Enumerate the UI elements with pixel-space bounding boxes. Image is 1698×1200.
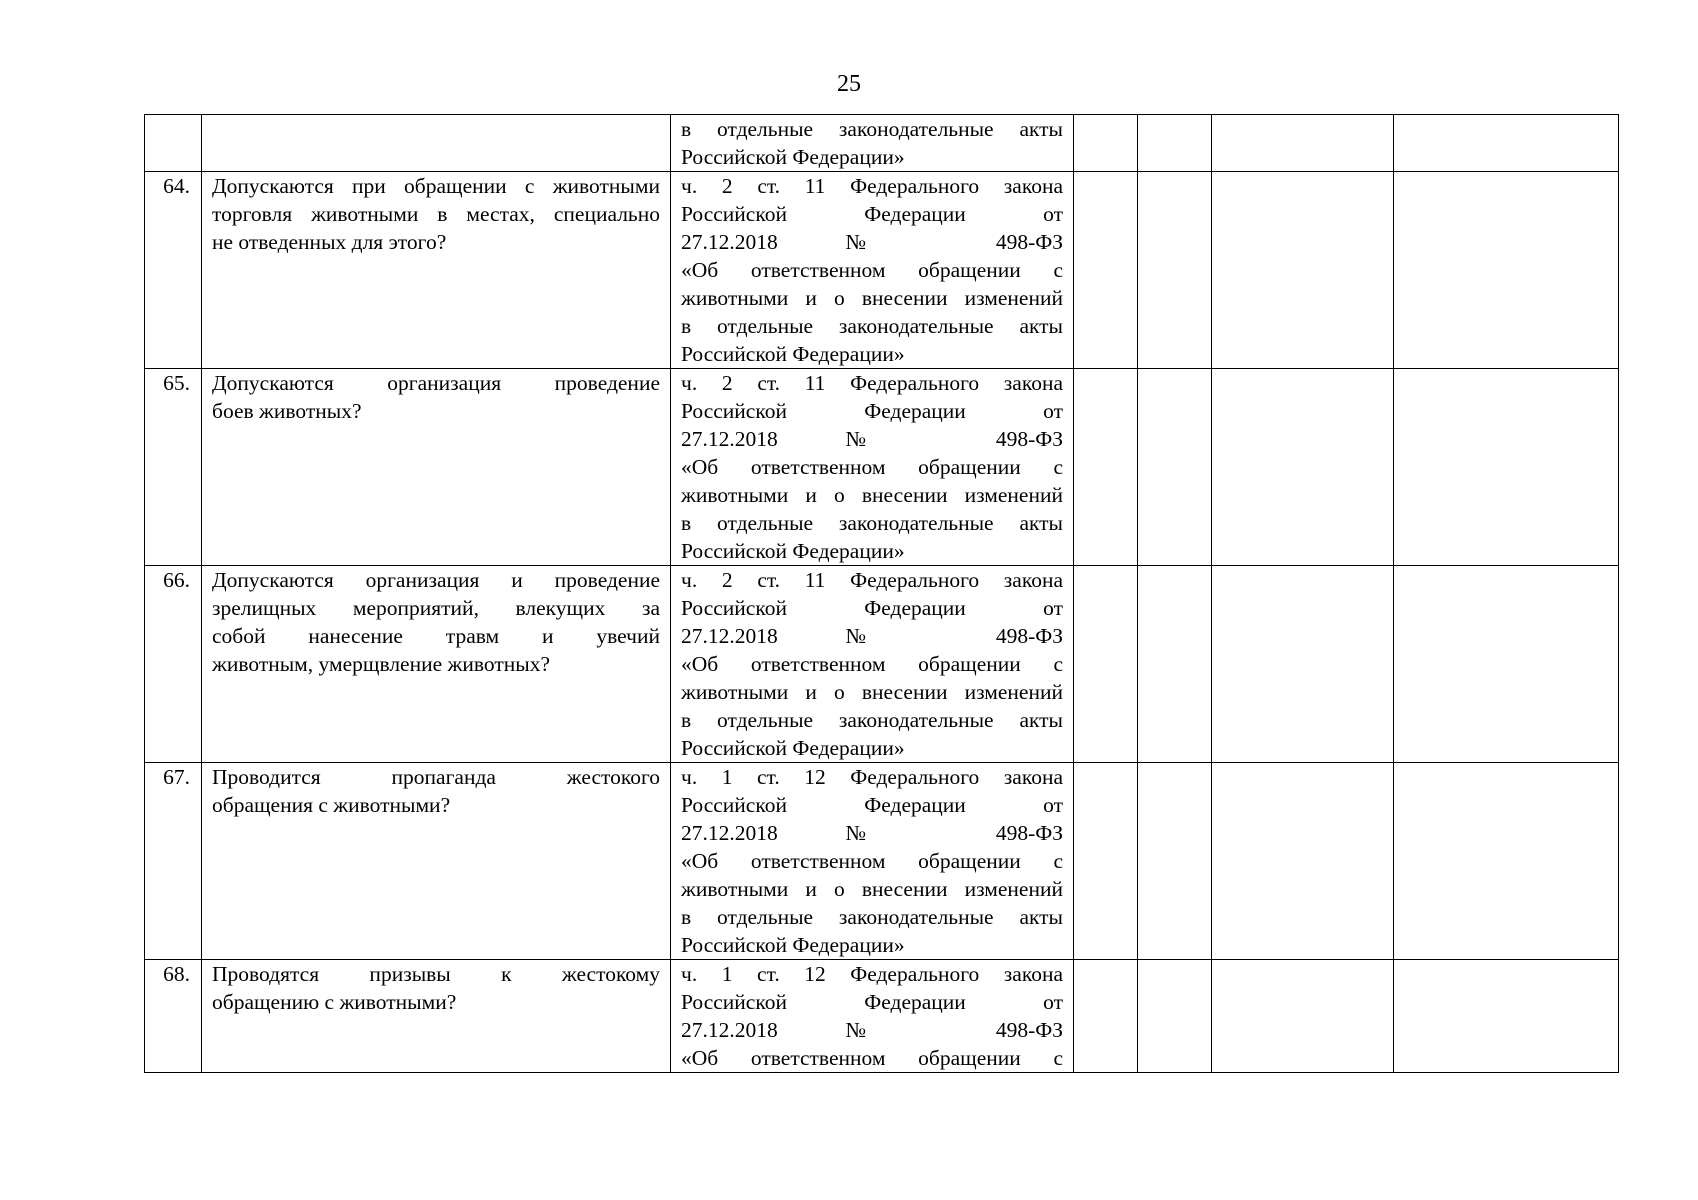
question-cell (202, 763, 671, 960)
table-row (145, 172, 1619, 369)
basis-line: «Об ответственном обращении с (681, 455, 1063, 479)
answer-not-applicable-cell[interactable] (1212, 115, 1394, 172)
basis-line: в отдельные законодательные акты (681, 314, 1063, 338)
note-cell[interactable] (1394, 960, 1619, 1073)
answer-not-applicable-cell[interactable] (1212, 172, 1394, 369)
basis-line: 27.12.2018 № 498-ФЗ (681, 427, 1063, 451)
question-line: Проводится пропаганда жестокого (212, 765, 660, 789)
legal-basis-cell (671, 172, 1074, 369)
basis-line: 27.12.2018 № 498-ФЗ (681, 624, 1063, 648)
question-line: Допускаются организация проведение (212, 371, 660, 395)
basis-line: ч. 2 ст. 11 Федерального закона (681, 568, 1063, 592)
legal-basis-cell (671, 960, 1074, 1073)
basis-line: Российской Федерации» (681, 933, 905, 957)
row-number: 68. (145, 960, 202, 1073)
basis-line: ч. 1 ст. 12 Федерального закона (681, 765, 1063, 789)
question-line: собой нанесение травм и увечий (212, 624, 660, 648)
basis-line: Российской Федерации» (681, 736, 905, 760)
answer-not-applicable-cell[interactable] (1212, 566, 1394, 763)
answer-no-cell[interactable] (1138, 763, 1212, 960)
answer-yes-cell[interactable] (1074, 115, 1138, 172)
question-cell (202, 566, 671, 763)
basis-line: ч. 1 ст. 12 Федерального закона (681, 962, 1063, 986)
note-cell[interactable] (1394, 369, 1619, 566)
table-row (145, 369, 1619, 566)
basis-line: Российской Федерации» (681, 342, 905, 366)
page-number: 25 (837, 71, 861, 97)
basis-line: 27.12.2018 № 498-ФЗ (681, 1018, 1063, 1042)
question-cell (202, 960, 671, 1073)
question-line: обращению с животными? (212, 990, 457, 1014)
answer-no-cell[interactable] (1138, 960, 1212, 1073)
legal-basis-cell (671, 566, 1074, 763)
basis-line: Российской Федерации» (681, 145, 905, 169)
basis-line: 27.12.2018 № 498-ФЗ (681, 230, 1063, 254)
number-cell (145, 115, 202, 172)
answer-no-cell[interactable] (1138, 172, 1212, 369)
answer-not-applicable-cell[interactable] (1212, 369, 1394, 566)
table-row-continuation (145, 115, 1619, 172)
basis-line: «Об ответственном обращении с (681, 1046, 1063, 1070)
question-line: животным, умерщвление животных? (212, 652, 550, 676)
table-row (145, 960, 1619, 1073)
basis-line: в отдельные законодательные акты (681, 511, 1063, 535)
basis-line: Российской Федерации от (681, 793, 1063, 817)
table-row (145, 763, 1619, 960)
question-cell (202, 172, 671, 369)
basis-line: Российской Федерации от (681, 990, 1063, 1014)
note-cell[interactable] (1394, 763, 1619, 960)
answer-not-applicable-cell[interactable] (1212, 960, 1394, 1073)
basis-line: Российской Федерации от (681, 596, 1063, 620)
legal-basis-cell (671, 115, 1074, 172)
question-cell (202, 369, 671, 566)
answer-yes-cell[interactable] (1074, 369, 1138, 566)
question-line: обращения с животными? (212, 793, 451, 817)
note-cell[interactable] (1394, 172, 1619, 369)
answer-no-cell[interactable] (1138, 369, 1212, 566)
question-line: Допускаются организация и проведение (212, 568, 660, 592)
basis-line: «Об ответственном обращении с (681, 652, 1063, 676)
question-line: боев животных? (212, 399, 362, 423)
answer-yes-cell[interactable] (1074, 172, 1138, 369)
row-number: 65. (145, 369, 202, 566)
answer-yes-cell[interactable] (1074, 960, 1138, 1073)
basis-line: 27.12.2018 № 498-ФЗ (681, 821, 1063, 845)
checklist-table (144, 114, 1619, 1073)
basis-line: ч. 2 ст. 11 Федерального закона (681, 174, 1063, 198)
row-number: 64. (145, 172, 202, 369)
answer-no-cell[interactable] (1138, 566, 1212, 763)
basis-line: в отдельные законодательные акты (681, 117, 1063, 141)
basis-line: животными и о внесении изменений (681, 680, 1063, 704)
legal-basis-cell (671, 369, 1074, 566)
basis-line: ч. 2 ст. 11 Федерального закона (681, 371, 1063, 395)
basis-line: животными и о внесении изменений (681, 877, 1063, 901)
row-number: 67. (145, 763, 202, 960)
basis-line: «Об ответственном обращении с (681, 849, 1063, 873)
basis-line: Российской Федерации» (681, 539, 905, 563)
answer-yes-cell[interactable] (1074, 763, 1138, 960)
basis-line: животными и о внесении изменений (681, 286, 1063, 310)
question-line: торговля животными в местах, специально (212, 202, 660, 226)
question-line: Проводятся призывы к жестокому (212, 962, 660, 986)
answer-not-applicable-cell[interactable] (1212, 763, 1394, 960)
table-row (145, 566, 1619, 763)
question-cell (202, 115, 671, 172)
basis-line: животными и о внесении изменений (681, 483, 1063, 507)
basis-line: Российской Федерации от (681, 202, 1063, 226)
question-line: не отведенных для этого? (212, 230, 447, 254)
legal-basis-cell (671, 763, 1074, 960)
question-line: зрелищных мероприятий, влекущих за (212, 596, 660, 620)
answer-yes-cell[interactable] (1074, 566, 1138, 763)
answer-no-cell[interactable] (1138, 115, 1212, 172)
question-line: Допускаются при обращении с животными (212, 174, 660, 198)
basis-line: Российской Федерации от (681, 399, 1063, 423)
basis-line: в отдельные законодательные акты (681, 708, 1063, 732)
note-cell[interactable] (1394, 566, 1619, 763)
basis-line: в отдельные законодательные акты (681, 905, 1063, 929)
note-cell[interactable] (1394, 115, 1619, 172)
row-number: 66. (145, 566, 202, 763)
basis-line: «Об ответственном обращении с (681, 258, 1063, 282)
